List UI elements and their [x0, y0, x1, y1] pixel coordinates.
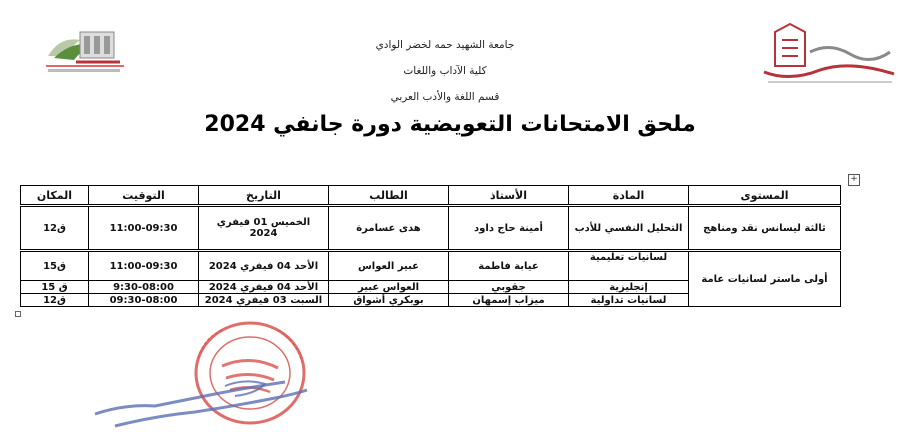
- faculty-logo: [760, 22, 900, 92]
- faculty-name: كلية الآداب واللغات: [403, 65, 487, 77]
- cell-time: 9:30-08:00: [89, 281, 199, 294]
- cell-professor: عيابة فاطمة: [449, 251, 569, 281]
- paragraph-anchor-icon: [15, 311, 21, 317]
- cell-student: بوبكري أشواق: [329, 294, 449, 307]
- page-title: ملحق الامتحانات التعويضية دورة جانفي 2024: [204, 112, 696, 137]
- column-header-subject: المادة: [569, 186, 689, 206]
- table-row: [21, 251, 841, 281]
- column-header-time: التوقيت: [89, 186, 199, 206]
- exam-schedule-table: [20, 185, 841, 307]
- cell-student: العواس عبير: [329, 281, 449, 294]
- cell-date: السبت 03 فيفري 2024: [199, 294, 329, 307]
- cell-level: أولى ماستر لسانيات عامة: [689, 251, 841, 307]
- handwritten-signature: [85, 376, 315, 432]
- cell-student: هدى عسامرة: [329, 206, 449, 251]
- cell-date: الأحد 04 فيفري 2024: [199, 281, 329, 294]
- cell-date: الأحد 04 فيفري 2024: [199, 251, 329, 281]
- cell-place: ق12: [21, 294, 89, 307]
- cell-place: ق 15: [21, 281, 89, 294]
- table-row: [21, 206, 841, 251]
- cell-time: 11:00-09:30: [89, 206, 199, 251]
- cell-professor: جقوبي: [449, 281, 569, 294]
- university-name: جامعة الشهيد حمه لخضر الوادي: [375, 39, 515, 51]
- cell-place: ق12: [21, 206, 89, 251]
- cell-subject: لسانيات تداولية: [569, 294, 689, 307]
- cell-professor: أمينة حاج داود: [449, 206, 569, 251]
- cell-professor: ميزاب إسمهان: [449, 294, 569, 307]
- cell-time: 09:30-08:00: [89, 294, 199, 307]
- cell-date: الخميس 01 فيفري 2024: [199, 206, 329, 251]
- cell-place: ق15: [21, 251, 89, 281]
- department-name: قسم اللغة والأدب العربي: [390, 91, 500, 103]
- cell-time: 11:00-09:30: [89, 251, 199, 281]
- cell-subject: إنجليزية: [569, 281, 689, 294]
- cell-level: ثالثة ليسانس نقد ومناهج: [689, 206, 841, 251]
- table-header-row: [21, 186, 841, 206]
- cell-subject: التحليل النفسي للأدب: [569, 206, 689, 251]
- institution-header: [330, 32, 560, 110]
- column-header-level: المستوى: [689, 186, 841, 206]
- column-header-professor: الأستاذ: [449, 186, 569, 206]
- column-header-date: التاريخ: [199, 186, 329, 206]
- table-move-handle-icon[interactable]: +: [848, 174, 860, 186]
- university-logo: [40, 22, 128, 78]
- column-header-place: المكان: [21, 186, 89, 206]
- cell-student: عبير العواس: [329, 251, 449, 281]
- column-header-student: الطالب: [329, 186, 449, 206]
- cell-subject: لسانيات تعليمية: [569, 251, 689, 281]
